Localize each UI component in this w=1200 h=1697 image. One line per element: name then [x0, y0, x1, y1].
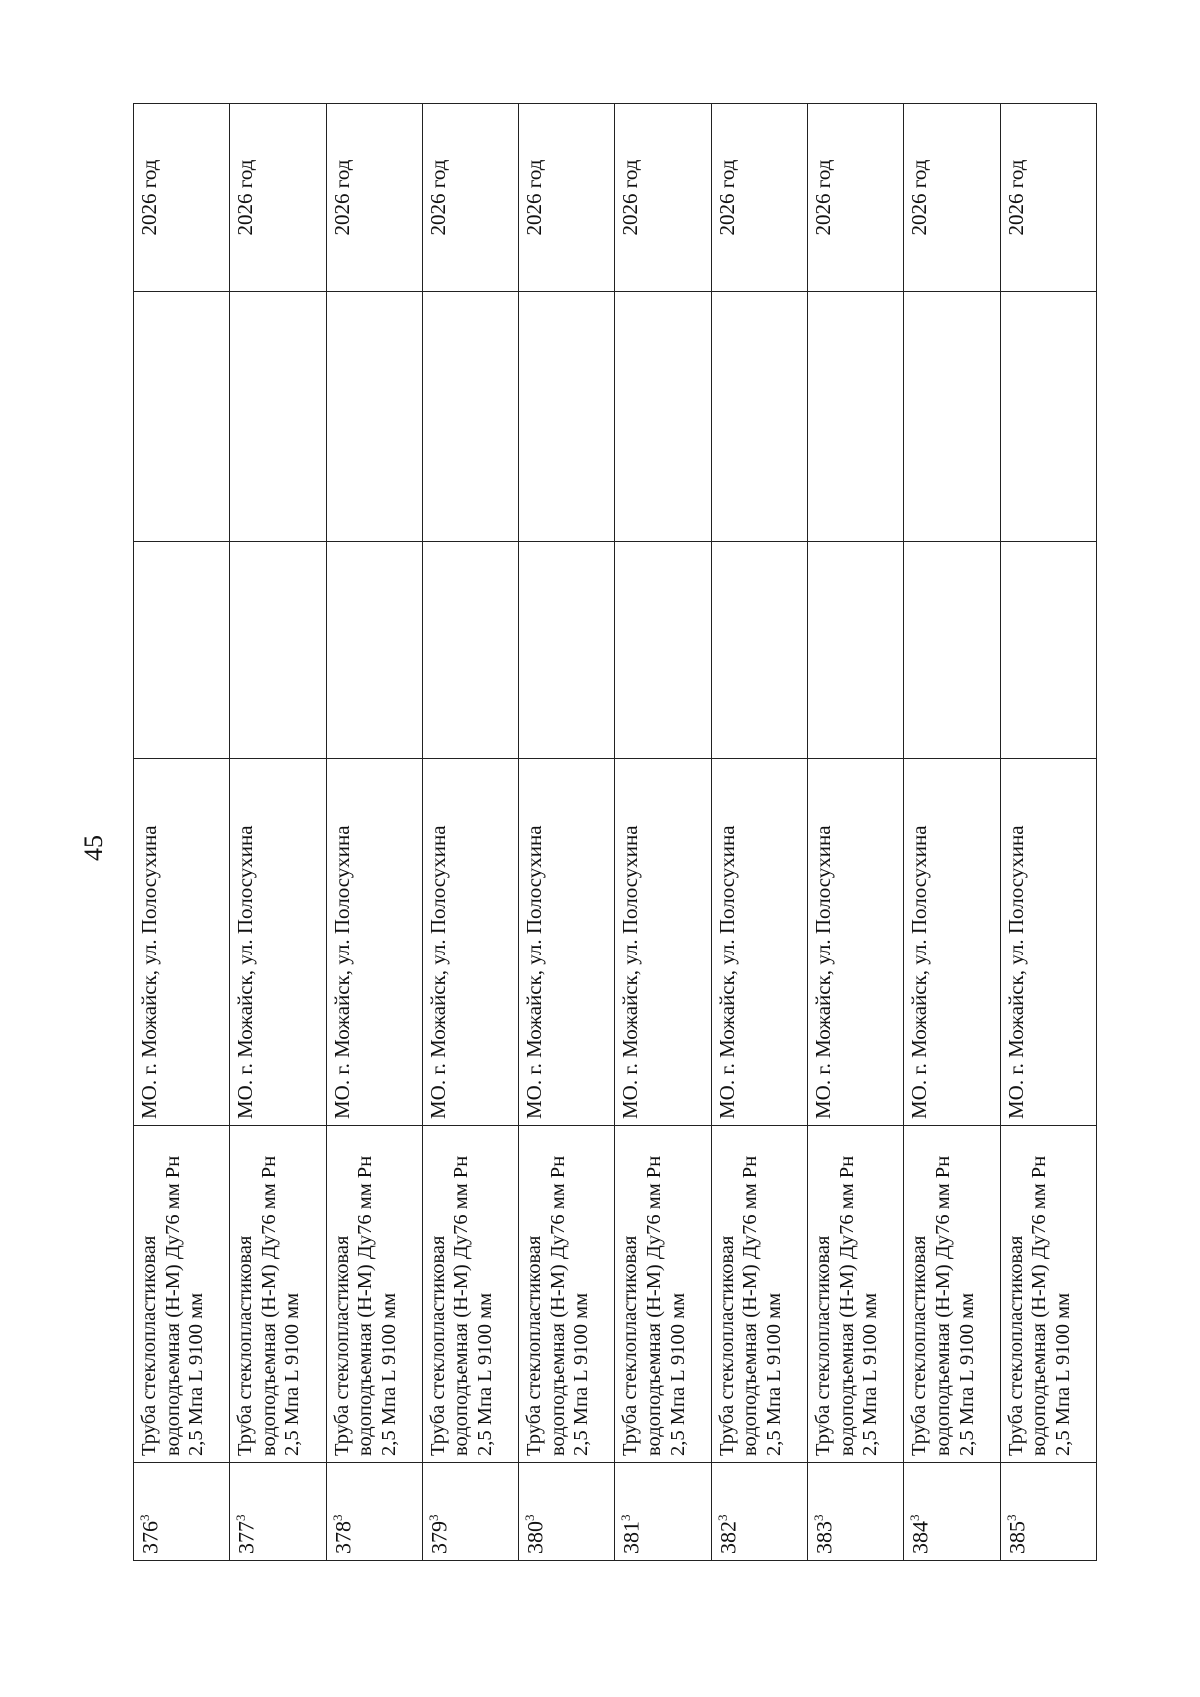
item-name-cell-text: Труба стеклопластиковая водоподъемная (Н-М) Ду76 мм Рн 2,5 Мпа L 9100 мм — [908, 1155, 978, 1456]
item-name-cell — [1000, 1126, 1096, 1463]
empty-cell-5 — [519, 292, 615, 542]
year-cell — [326, 104, 422, 292]
year-cell — [1000, 104, 1096, 292]
empty-cell-4 — [1000, 542, 1096, 759]
empty-cell-5 — [326, 292, 422, 542]
year-cell — [230, 104, 326, 292]
address-cell — [711, 759, 807, 1126]
address-cell-text: МО. г. Можайск, ул. Полосухина — [1003, 825, 1028, 1119]
item-name-cell — [711, 1126, 807, 1463]
item-name-cell-text: Труба стеклопластиковая водоподъемная (Н-М) Ду76 мм Рн 2,5 Мпа L 9100 мм — [426, 1155, 497, 1456]
address-cell — [230, 759, 326, 1126]
year-cell — [615, 104, 711, 292]
empty-cell-4 — [326, 542, 422, 759]
address-cell-text: МО. г. Можайск, ул. Полосухина — [522, 825, 547, 1119]
empty-cell-5 — [904, 292, 1000, 542]
address-cell — [519, 759, 615, 1126]
address-cell-text: МО. г. Можайск, ул. Полосухина — [233, 825, 258, 1119]
empty-cell-5 — [615, 292, 711, 542]
row-number-superscript: 3 — [1003, 1514, 1019, 1521]
row-number: 383 — [811, 1521, 837, 1554]
address-cell — [808, 759, 904, 1126]
row-number: 377 — [233, 1521, 259, 1554]
item-name-cell-text: Труба стеклопластиковая водоподъемная (Н-М) Ду76 мм Рн 2,5 Мпа L 9100 мм — [138, 1155, 208, 1456]
address-cell — [134, 759, 230, 1126]
row-number-cell — [904, 1463, 1000, 1561]
item-name-cell-text: Труба стеклопластиковая водоподъемная (Н-М) Ду76 мм Рн 2,5 Мпа L 9100 мм — [812, 1155, 882, 1456]
address-cell-text: МО. г. Можайск, ул. Полосухина — [425, 825, 450, 1119]
empty-cell-4 — [422, 542, 518, 759]
row-number: 378 — [329, 1521, 355, 1554]
table-row — [808, 104, 904, 1561]
row-number-cell — [808, 1463, 904, 1561]
item-name-cell — [326, 1126, 422, 1463]
empty-cell-4 — [134, 542, 230, 759]
year-cell — [711, 104, 807, 292]
item-name-cell-text: Труба стеклопластиковая водоподъемная (Н-М) Ду76 мм Рн 2,5 Мпа L 9100 мм — [1004, 1155, 1074, 1456]
row-number-superscript: 3 — [522, 1514, 538, 1521]
year-cell-text: 2026 год — [522, 159, 547, 236]
table-row — [1000, 104, 1096, 1561]
row-number-superscript: 3 — [907, 1514, 923, 1521]
row-number-superscript: 3 — [233, 1514, 249, 1521]
row-number: 380 — [522, 1521, 548, 1554]
address-cell — [615, 759, 711, 1126]
empty-cell-5 — [1000, 292, 1096, 542]
item-name-cell-text: Труба стеклопластиковая водоподъемная (Н-М) Ду76 мм Рн 2,5 Мпа L 9100 мм — [234, 1155, 304, 1456]
year-cell — [134, 104, 230, 292]
item-name-cell — [230, 1126, 326, 1463]
row-number: 384 — [907, 1521, 933, 1554]
item-name-cell — [615, 1126, 711, 1463]
row-number-superscript: 3 — [714, 1514, 730, 1521]
page-number: 45 — [79, 835, 108, 861]
row-number-cell — [422, 1463, 518, 1561]
table-row — [230, 104, 326, 1561]
address-cell-text: МО. г. Можайск, ул. Полосухина — [618, 825, 643, 1119]
row-number-cell — [134, 1463, 230, 1561]
row-number-superscript: 3 — [329, 1514, 345, 1521]
address-cell — [326, 759, 422, 1126]
year-cell — [422, 104, 518, 292]
row-number-superscript: 3 — [425, 1514, 441, 1521]
item-name-cell-text: Труба стеклопластиковая водоподъемная (Н-М) Ду76 мм Рн 2,5 Мпа L 9100 мм — [715, 1155, 785, 1456]
row-number-superscript: 3 — [811, 1514, 827, 1521]
address-cell-text: МО. г. Можайск, ул. Полосухина — [137, 825, 161, 1119]
table-row — [326, 104, 422, 1561]
year-cell-text: 2026 год — [233, 159, 258, 236]
table-row — [904, 104, 1000, 1561]
year-cell — [904, 104, 1000, 292]
empty-cell-5 — [808, 292, 904, 542]
empty-cell-4 — [808, 542, 904, 759]
year-cell-text: 2026 год — [329, 159, 354, 236]
address-cell-text: МО. г. Можайск, ул. Полосухина — [329, 825, 354, 1119]
year-cell-text: 2026 год — [137, 159, 161, 236]
year-cell-text: 2026 год — [714, 159, 739, 236]
row-number-cell — [519, 1463, 615, 1561]
row-number-superscript: 3 — [618, 1514, 634, 1521]
item-name-cell — [904, 1126, 1000, 1463]
empty-cell-5 — [711, 292, 807, 542]
address-cell-text: МО. г. Можайск, ул. Полосухина — [907, 825, 932, 1119]
year-cell — [808, 104, 904, 292]
empty-cell-5 — [230, 292, 326, 542]
address-cell — [1000, 759, 1096, 1126]
row-number-cell — [230, 1463, 326, 1561]
table-row — [711, 104, 807, 1561]
year-cell-text: 2026 год — [907, 159, 932, 236]
item-name-cell-text: Труба стеклопластиковая водоподъемная (Н-М) Ду76 мм Рн 2,5 Мпа L 9100 мм — [619, 1155, 689, 1456]
row-number-cell — [1000, 1463, 1096, 1561]
row-number: 381 — [618, 1521, 644, 1554]
address-cell — [422, 759, 518, 1126]
empty-cell-4 — [711, 542, 807, 759]
item-name-cell-text: Труба стеклопластиковая водоподъемная (Н-М) Ду76 мм Рн 2,5 Мпа L 9100 мм — [330, 1155, 400, 1456]
item-name-cell-text: Труба стеклопластиковая водоподъемная (Н-М) Ду76 мм Рн 2,5 Мпа L 9100 мм — [523, 1155, 593, 1456]
address-cell-text: МО. г. Можайск, ул. Полосухина — [811, 825, 836, 1119]
row-number-cell — [326, 1463, 422, 1561]
table-row — [519, 104, 615, 1561]
year-cell — [519, 104, 615, 292]
empty-cell-4 — [615, 542, 711, 759]
row-number: 379 — [426, 1521, 452, 1554]
address-cell — [904, 759, 1000, 1126]
row-number: 382 — [715, 1521, 741, 1554]
year-cell-text: 2026 год — [618, 159, 643, 236]
empty-cell-4 — [519, 542, 615, 759]
empty-cell-5 — [134, 292, 230, 542]
item-name-cell — [134, 1126, 230, 1463]
table-row — [615, 104, 711, 1561]
rotated-table-container — [133, 104, 1096, 1561]
address-cell-text: МО. г. Можайск, ул. Полосухина — [714, 825, 739, 1119]
item-name-cell — [519, 1126, 615, 1463]
row-number: 385 — [1004, 1521, 1029, 1554]
year-cell-text: 2026 год — [425, 159, 450, 236]
empty-cell-5 — [422, 292, 518, 542]
table-row — [422, 104, 518, 1561]
table-body — [134, 104, 1097, 1561]
item-name-cell — [808, 1126, 904, 1463]
empty-cell-4 — [230, 542, 326, 759]
row-number-cell — [615, 1463, 711, 1561]
year-cell-text: 2026 год — [1003, 159, 1028, 236]
equipment-table — [133, 103, 1097, 1561]
year-cell-text: 2026 год — [811, 159, 836, 236]
item-name-cell — [422, 1126, 518, 1463]
row-number: 376 — [137, 1521, 163, 1554]
row-number-superscript: 3 — [137, 1514, 152, 1521]
table-row — [134, 104, 230, 1561]
row-number-cell — [711, 1463, 807, 1561]
empty-cell-4 — [904, 542, 1000, 759]
